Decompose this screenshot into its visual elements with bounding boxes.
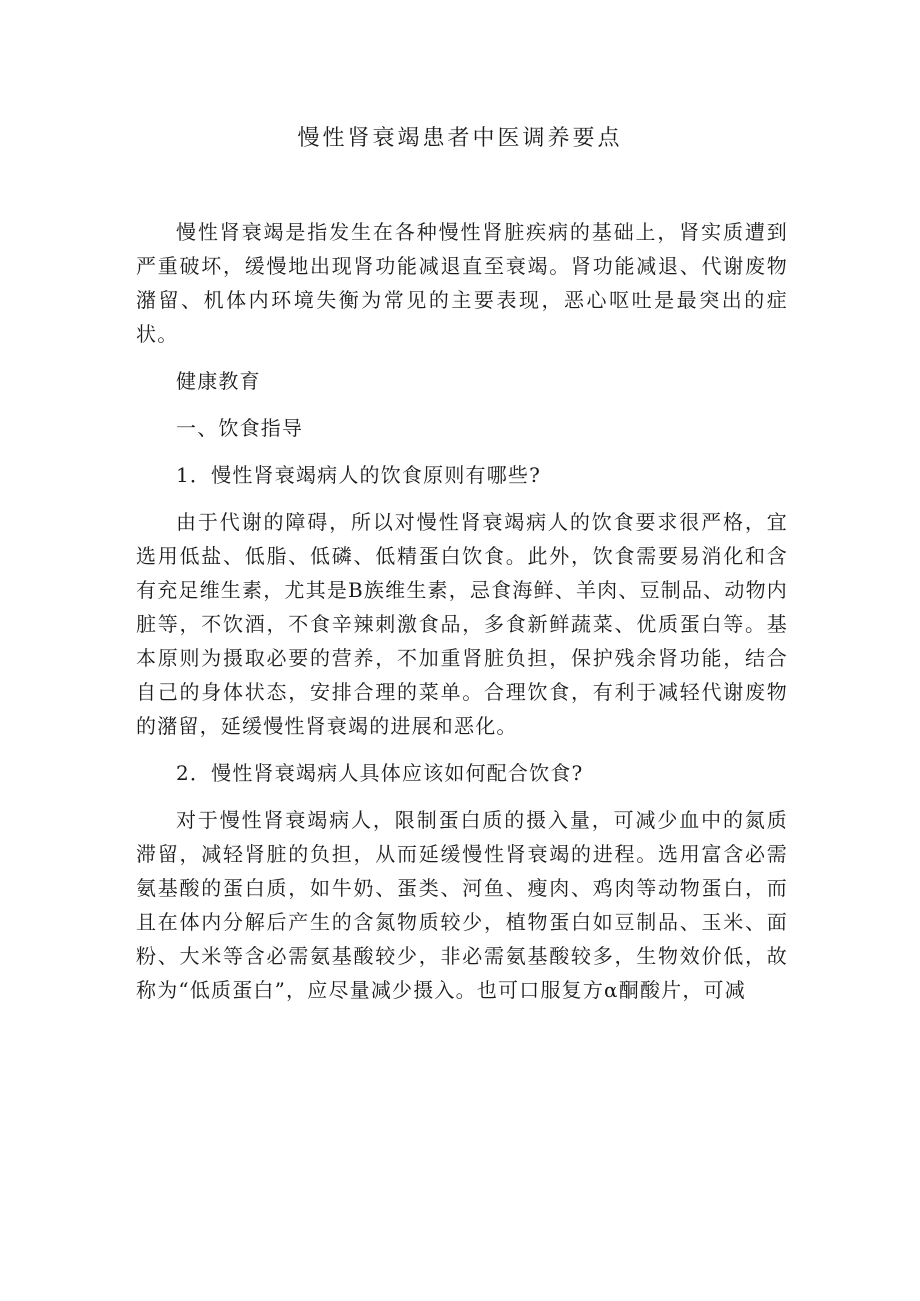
document-title: 慢性肾衰竭患者中医调养要点 (297, 126, 623, 151)
question-2: 2．慢性肾衰竭病人具体应该如何配合饮食? (176, 761, 584, 785)
document-body (136, 215, 788, 1007)
question-1: 1．慢性肾衰竭病人的饮食原则有哪些? (176, 463, 542, 487)
answer-1-paragraph: 由于代谢的障碍，所以对慢性肾衰竭病人的饮食要求很严格，宜选用低盐、低脂、低磷、低精蛋白饮食。此外，饮食需要易消化和含有充足维生素，尤其是B族维生素，忌食海鲜、羊肉、豆制品、动物内脏等，不饮酒，不食辛辣刺激食品，多食新鲜蔬菜、优质蛋白等。基本原则为摄取必要的营养，不加重肾脏负担，保护残余肾功能，结合自己的身体状态，安排合理的菜单。合理饮食，有利于减轻代谢废物的潴留，延缓慢性肾衰竭的进展和恶化。 (136, 510, 788, 738)
section-heading: 健康教育 (176, 369, 261, 393)
intro-paragraph: 慢性肾衰竭是指发生在各种慢性肾脏疾病的基础上，肾实质遭到严重破坏，缓慢地出现肾功能减退直至衰竭。肾功能减退、代谢废物潴留、机体内环境失衡为常见的主要表现，恶心呕吐是最突出的症状。 (136, 220, 788, 346)
subsection-heading: 一、饮食指导 (176, 416, 304, 440)
answer-2-paragraph: 对于慢性肾衰竭病人，限制蛋白质的摄入量，可减少血中的氮质滞留，减轻肾脏的负担，从而延缓慢性肾衰竭的进程。选用富含必需氨基酸的蛋白质，如牛奶、蛋类、河鱼、瘦肉、鸡肉等动物蛋白，而且在体内分解后产生的含氮物质较少，植物蛋白如豆制品、玉米、面粉、大米等含必需氨基酸较少，非必需氨基酸较多，生物效价低，故称为“低质蛋白”，应尽量减少摄入。也可口服复方α酮酸片，可减 (136, 808, 788, 1002)
